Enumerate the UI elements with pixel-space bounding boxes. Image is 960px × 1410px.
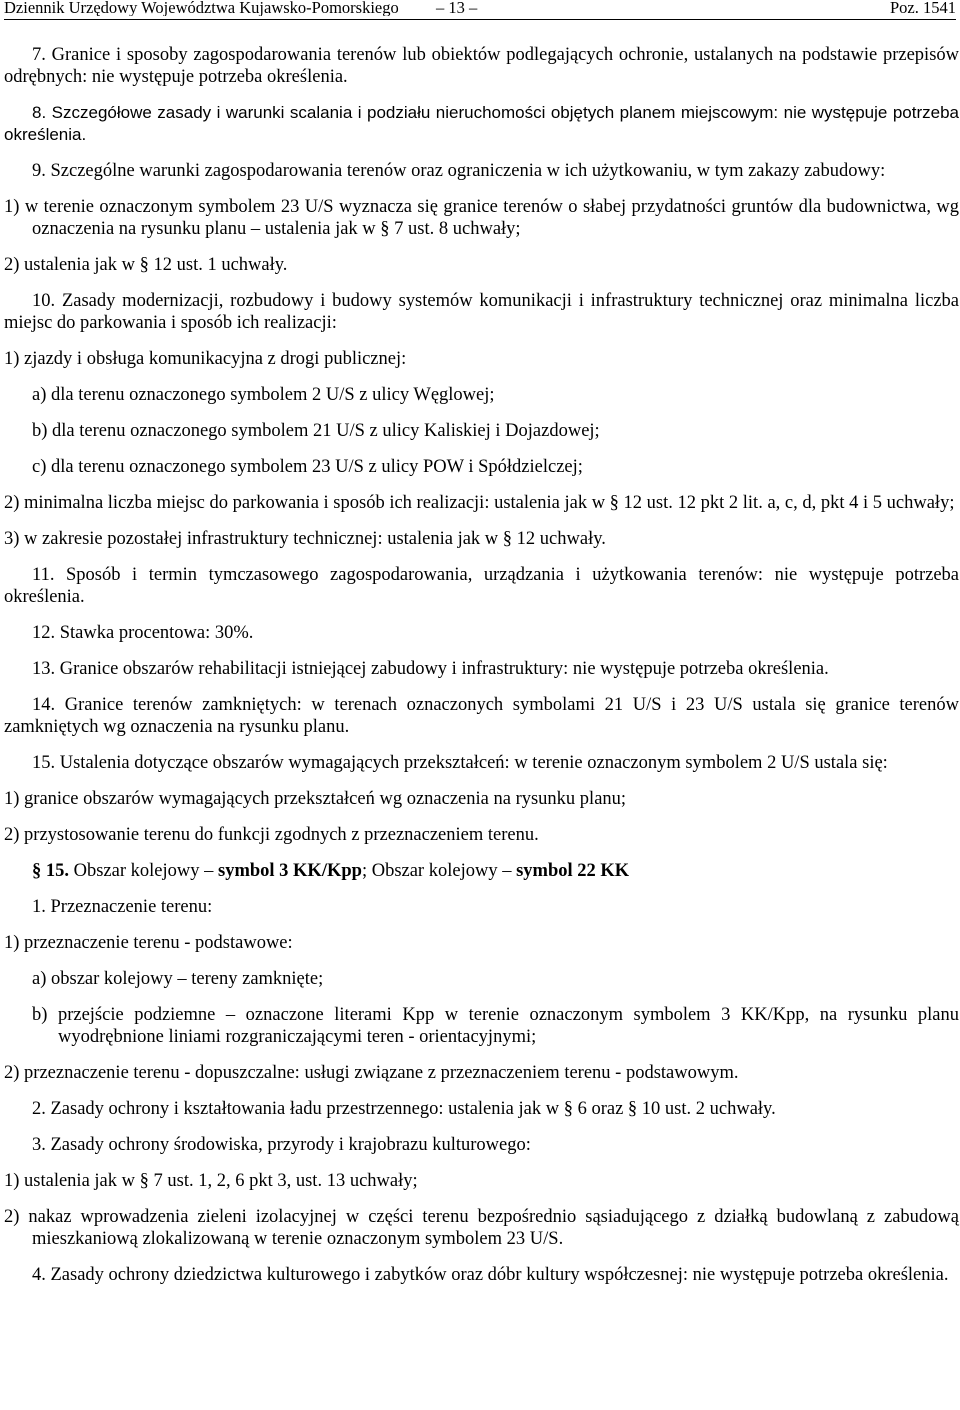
paragraph-s1-1b: b) przejście podziemne – oznaczone literami Kpp w terenie oznaczonym symbolem 3 KK/Kpp, na rysunku planu wyodrębnione liniami rozgraniczającymi teren - orientacyjnymi; [32,1005,959,1047]
paragraph-p15-1: 1) granice obszarów wymagających przekształceń wg oznaczenia na rysunku planu; [4,789,627,809]
paragraph-p10-1: 1) zjazdy i obsługa komunikacyjna z drogi publicznej: [4,349,407,369]
paragraph-s3: 3. Zasady ochrony środowiska, przyrody i krajobrazu kulturowego: [32,1135,531,1155]
section-15-heading [4,860,959,882]
paragraph-p15-2: 2) przystosowanie terenu do funkcji zgodnych z przeznaczeniem terenu. [4,825,539,845]
paragraph-p13: 13. Granice obszarów rehabilitacji istniejącej zabudowy i infrastruktury: nie występuje potrzeba określenia. [32,659,829,679]
paragraph-p9-1: 1) w terenie oznaczonym symbolem 23 U/S wyznacza się granice terenów o słabej przydatności gruntów dla budownictwa, wg oznaczenia na rysunku planu – ustalenia jak w § 7 ust. 8 uchwały; [4,197,959,239]
section-text-2: ; Obszar kolejowy – [361,861,517,881]
paragraph-p10-1c: c) dla terenu oznaczonego symbolem 23 U/S z ulicy POW i Spółdzielczej; [32,457,583,477]
document-body [4,44,959,1300]
paragraph-s1-1a: a) obszar kolejowy – tereny zamknięte; [32,969,324,989]
paragraph-p10-2: 2) minimalna liczba miejsc do parkowania i sposób ich realizacji: ustalenia jak w § 12 ust. 12 pkt 2 lit. a, c, d, pkt 4 i 5 uchwały; [4,493,955,513]
paragraph-p14: 14. Granice terenów zamkniętych: w terenach oznaczonych symbolami 21 U/S i 23 U/S ustala się granice terenów zamkniętych wg oznaczenia na rysunku planu. [4,695,959,737]
paragraph-p10-1a: a) dla terenu oznaczonego symbolem 2 U/S z ulicy Węglowej; [32,385,495,405]
paragraph-p8: 8. Szczegółowe zasady i warunki scalania i podziału nieruchomości objętych planem miejscowym: nie występuje potrzeba określenia. [4,103,959,144]
paragraph-p11: 11. Sposób i termin tymczasowego zagospodarowania, urządzania i użytkowania terenów: nie występuje potrzeba określenia. [4,565,959,607]
paragraph-p9: 9. Szczególne warunki zagospodarowania terenów oraz ograniczenia w ich użytkowaniu, w tym zakazy zabudowy: [32,161,886,181]
paragraph-p10: 10. Zasady modernizacji, rozbudowy i budowy systemów komunikacji i infrastruktury technicznej oraz minimalna liczba miejsc do parkowania i sposób ich realizacji: [4,291,959,333]
paragraph-p10-3: 3) w zakresie pozostałej infrastruktury technicznej: ustalenia jak w § 12 uchwały. [4,529,606,549]
paragraph-p7: 7. Granice i sposoby zagospodarowania terenów lub obiektów podlegających ochronie, ustalanych na podstawie przepisów odrębnych: nie występuje potrzeba określenia. [4,45,959,87]
paragraph-p10-1b: b) dla terenu oznaczonego symbolem 21 U/S z ulicy Kaliskiej i Dojazdowej; [32,421,600,441]
paragraphs-block-1 [4,44,959,846]
paragraph-s3-1: 1) ustalenia jak w § 7 ust. 1, 2, 6 pkt 3, ust. 13 uchwały; [4,1171,418,1191]
paragraph-p9-2: 2) ustalenia jak w § 12 ust. 1 uchwały. [4,255,288,275]
position-number: Poz. 1541 [890,0,956,16]
page-number: – 13 – [436,0,478,16]
journal-title: Dziennik Urzędowy Województwa Kujawsko-Pomorskiego [4,0,399,16]
paragraph-s1: 1. Przeznaczenie terenu: [32,897,213,917]
section-bold-1: symbol 3 KK/Kpp [218,861,362,881]
section-sign: § 15. [32,861,69,881]
paragraphs-block-2 [4,896,959,1286]
section-bold-2: symbol 22 KK [516,861,630,881]
paragraph-s1-2: 2) przeznaczenie terenu - dopuszczalne: usługi związane z przeznaczeniem terenu - podstawowym. [4,1063,739,1083]
paragraph-s2: 2. Zasady ochrony i kształtowania ładu przestrzennego: ustalenia jak w § 6 oraz § 10 ust. 2 uchwały. [32,1099,776,1119]
paragraph-s4: 4. Zasady ochrony dziedzictwa kulturowego i zabytków oraz dóbr kultury współczesnej: nie występuje potrzeba określenia. [32,1265,949,1285]
header-rule [4,19,956,20]
section-text-1: Obszar kolejowy – [69,861,218,881]
page-header [4,0,956,16]
paragraph-p15: 15. Ustalenia dotyczące obszarów wymagających przekształceń: w terenie oznaczonym symbolem 2 U/S ustala się: [32,753,888,773]
paragraph-s3-2: 2) nakaz wprowadzenia zieleni izolacyjnej w części terenu bezpośrednio sąsiadującego z działką budowlaną z zabudową mieszkaniową zlokalizowaną w terenie oznaczonym symbolem 23 U/S. [4,1207,959,1249]
paragraph-p12: 12. Stawka procentowa: 30%. [32,623,254,643]
paragraph-s1-1: 1) przeznaczenie terenu - podstawowe: [4,933,293,953]
